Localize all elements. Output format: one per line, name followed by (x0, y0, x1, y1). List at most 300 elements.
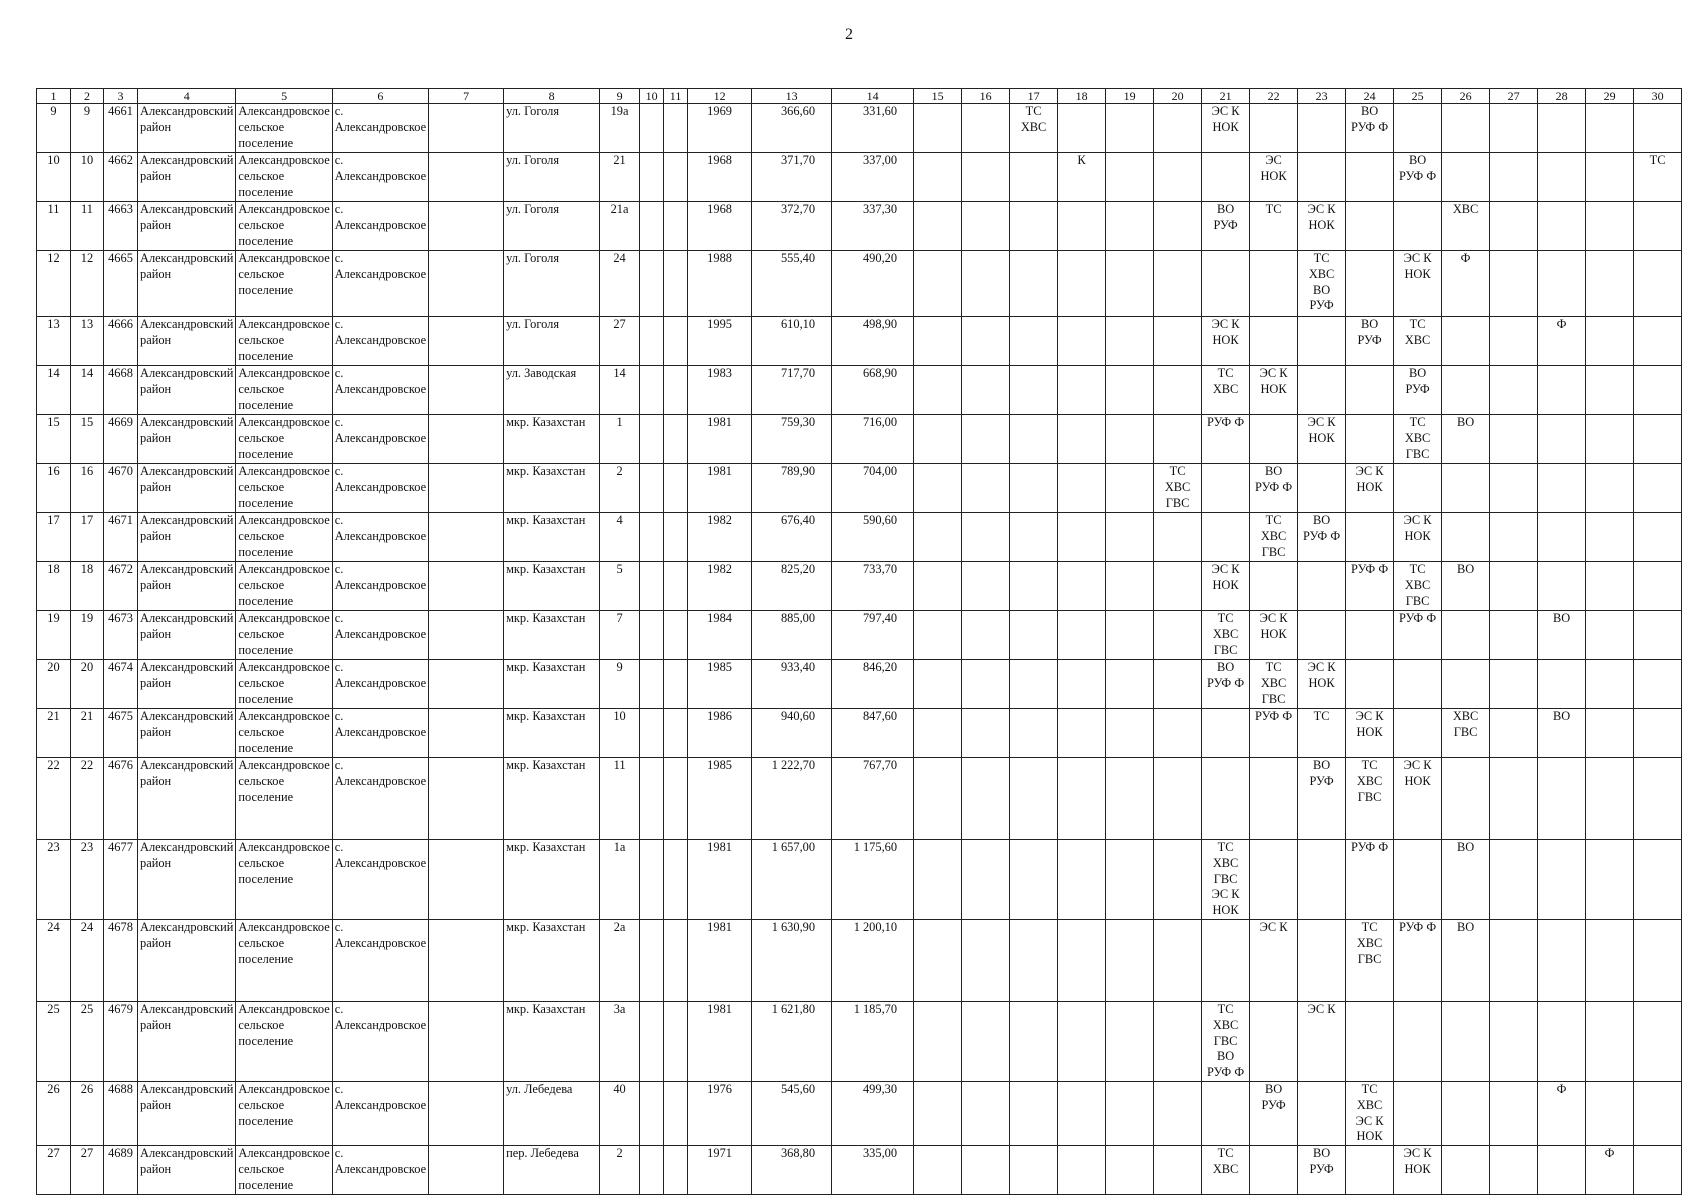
column-number-cell: 5 (236, 89, 332, 104)
street-cell: мкр. Казахстан (504, 840, 600, 920)
empty-cell (664, 919, 688, 1001)
repair-code-cell: ТС (1250, 202, 1298, 251)
house-number-cell: 19а (600, 104, 640, 153)
empty-cell (1394, 840, 1442, 920)
empty-cell (1490, 562, 1538, 611)
row-number-cell: 15 (37, 415, 71, 464)
empty-cell (1058, 611, 1106, 660)
empty-cell (1586, 1001, 1634, 1081)
empty-cell (1490, 464, 1538, 513)
empty-cell (1250, 104, 1298, 153)
row-index-cell: 14 (71, 366, 104, 415)
empty-cell (1010, 840, 1058, 920)
empty-cell (1058, 202, 1106, 251)
table-row (37, 611, 1682, 660)
district-cell: Александровский район (138, 1146, 236, 1194)
house-number-cell: 2а (600, 919, 640, 1001)
empty-cell (1154, 513, 1202, 562)
empty-cell (1586, 709, 1634, 758)
empty-cell (1250, 1001, 1298, 1081)
repair-code-cell: Ф (1586, 1146, 1634, 1194)
empty-cell (962, 1001, 1010, 1081)
empty-cell (1106, 1146, 1154, 1194)
repair-code-cell: ТС ХВС ГВС (1250, 513, 1298, 562)
empty-cell (1010, 1001, 1058, 1081)
empty-cell (1394, 1001, 1442, 1081)
empty-cell (1490, 1146, 1538, 1194)
empty-cell (962, 251, 1010, 317)
empty-cell (1010, 464, 1058, 513)
row-index-cell: 19 (71, 611, 104, 660)
empty-cell (1010, 513, 1058, 562)
year-cell: 1981 (688, 919, 752, 1001)
row-number-cell: 18 (37, 562, 71, 611)
district-cell: Александровский район (138, 366, 236, 415)
repair-code-cell: ТС ХВС (1394, 317, 1442, 366)
empty-cell (962, 104, 1010, 153)
repair-code-cell: РУФ Ф (1394, 611, 1442, 660)
row-number-cell: 9 (37, 104, 71, 153)
empty-cell (664, 562, 688, 611)
empty-cell (1154, 611, 1202, 660)
empty-cell (1538, 415, 1586, 464)
empty-cell (1298, 104, 1346, 153)
repair-code-cell: ВО РУФ Ф (1250, 464, 1298, 513)
empty-cell (1202, 1081, 1250, 1145)
empty-cell (1106, 464, 1154, 513)
empty-cell (1106, 317, 1154, 366)
empty-cell (664, 366, 688, 415)
empty-cell (1538, 758, 1586, 840)
empty-cell (1538, 251, 1586, 317)
district-cell: Александровский район (138, 1001, 236, 1081)
repair-code-cell: Ф (1538, 317, 1586, 366)
empty-cell (1154, 415, 1202, 464)
empty-cell (429, 1001, 504, 1081)
empty-cell (962, 513, 1010, 562)
house-number-cell: 1а (600, 840, 640, 920)
district-cell: Александровский район (138, 562, 236, 611)
empty-cell (1442, 366, 1490, 415)
empty-cell (962, 758, 1010, 840)
street-cell: ул. Гоголя (504, 104, 600, 153)
repair-code-cell: Ф (1442, 251, 1490, 317)
empty-cell (429, 104, 504, 153)
empty-cell (1298, 562, 1346, 611)
empty-cell (1346, 415, 1394, 464)
empty-cell (1154, 562, 1202, 611)
locality-cell: с. Александровское (332, 317, 428, 366)
column-number-row (37, 89, 1682, 104)
empty-cell (1538, 153, 1586, 202)
building-id-cell: 4666 (104, 317, 138, 366)
empty-cell (1346, 660, 1394, 709)
empty-cell (1010, 758, 1058, 840)
empty-cell (962, 415, 1010, 464)
column-number-cell: 22 (1250, 89, 1298, 104)
house-number-cell: 11 (600, 758, 640, 840)
building-id-cell: 4674 (104, 660, 138, 709)
repair-code-cell: ЭС К НОК (1298, 415, 1346, 464)
total-area-cell: 372,70 (752, 202, 832, 251)
table-row (37, 1001, 1682, 1081)
empty-cell (1442, 660, 1490, 709)
empty-cell (1442, 1146, 1490, 1194)
row-number-cell: 17 (37, 513, 71, 562)
empty-cell (1058, 660, 1106, 709)
empty-cell (1538, 1146, 1586, 1194)
total-area-cell: 610,10 (752, 317, 832, 366)
table-row (37, 709, 1682, 758)
settlement-cell: Александровское сельское поселение (236, 366, 332, 415)
house-number-cell: 21а (600, 202, 640, 251)
repair-code-cell: РУФ Ф (1250, 709, 1298, 758)
repair-code-cell: ТС ХВС ГВС (1346, 758, 1394, 840)
repair-code-cell: ТС ХВС (1010, 104, 1058, 153)
repair-code-cell: РУФ Ф (1346, 562, 1394, 611)
locality-cell: с. Александровское (332, 611, 428, 660)
empty-cell (1250, 758, 1298, 840)
repair-code-cell: ЭС К НОК (1346, 709, 1394, 758)
empty-cell (1586, 104, 1634, 153)
building-id-cell: 4662 (104, 153, 138, 202)
empty-cell (1394, 709, 1442, 758)
empty-cell (664, 513, 688, 562)
empty-cell (1634, 709, 1682, 758)
column-number-cell: 20 (1154, 89, 1202, 104)
empty-cell (914, 1146, 962, 1194)
repair-code-cell: ХВС (1442, 202, 1490, 251)
row-index-cell: 21 (71, 709, 104, 758)
empty-cell (640, 758, 664, 840)
empty-cell (1154, 758, 1202, 840)
empty-cell (1586, 758, 1634, 840)
settlement-cell: Александровское сельское поселение (236, 1081, 332, 1145)
year-cell: 1982 (688, 562, 752, 611)
table-row (37, 202, 1682, 251)
empty-cell (1586, 153, 1634, 202)
house-number-cell: 2 (600, 464, 640, 513)
empty-cell (429, 562, 504, 611)
year-cell: 1982 (688, 513, 752, 562)
year-cell: 1971 (688, 1146, 752, 1194)
empty-cell (429, 919, 504, 1001)
column-number-cell: 10 (640, 89, 664, 104)
district-cell: Александровский район (138, 611, 236, 660)
house-number-cell: 5 (600, 562, 640, 611)
empty-cell (962, 202, 1010, 251)
empty-cell (429, 202, 504, 251)
repair-code-cell: ТС ХВС ГВС (1394, 415, 1442, 464)
settlement-cell: Александровское сельское поселение (236, 562, 332, 611)
empty-cell (640, 1146, 664, 1194)
empty-cell (664, 153, 688, 202)
settlement-cell: Александровское сельское поселение (236, 1146, 332, 1194)
street-cell: ул. Гоголя (504, 317, 600, 366)
column-number-cell: 8 (504, 89, 600, 104)
empty-cell (914, 104, 962, 153)
house-number-cell: 40 (600, 1081, 640, 1145)
building-id-cell: 4678 (104, 919, 138, 1001)
row-index-cell: 25 (71, 1001, 104, 1081)
repair-code-cell: РУФ Ф (1394, 919, 1442, 1001)
empty-cell (1202, 709, 1250, 758)
house-number-cell: 27 (600, 317, 640, 366)
empty-cell (1538, 202, 1586, 251)
row-index-cell: 9 (71, 104, 104, 153)
empty-cell (664, 840, 688, 920)
repair-code-cell: ЭС К НОК (1346, 464, 1394, 513)
empty-cell (1634, 104, 1682, 153)
empty-cell (1490, 611, 1538, 660)
empty-cell (914, 758, 962, 840)
repair-code-cell: ВО РУФ (1250, 1081, 1298, 1145)
empty-cell (1442, 1081, 1490, 1145)
house-number-cell: 1 (600, 415, 640, 464)
empty-cell (640, 202, 664, 251)
empty-cell (1154, 104, 1202, 153)
empty-cell (1154, 709, 1202, 758)
empty-cell (1586, 919, 1634, 1001)
column-number-cell: 9 (600, 89, 640, 104)
year-cell: 1983 (688, 366, 752, 415)
repair-code-cell: ТС ХВС (1202, 366, 1250, 415)
empty-cell (1010, 317, 1058, 366)
empty-cell (1106, 202, 1154, 251)
empty-cell (1010, 611, 1058, 660)
empty-cell (1058, 1146, 1106, 1194)
empty-cell (1394, 1081, 1442, 1145)
district-cell: Александровский район (138, 513, 236, 562)
row-number-cell: 11 (37, 202, 71, 251)
empty-cell (429, 464, 504, 513)
empty-cell (1634, 513, 1682, 562)
repair-code-cell: ТС ХВС ВО РУФ (1298, 251, 1346, 317)
table-row (37, 919, 1682, 1001)
empty-cell (962, 919, 1010, 1001)
empty-cell (914, 709, 962, 758)
empty-cell (1586, 513, 1634, 562)
total-area-cell: 676,40 (752, 513, 832, 562)
empty-cell (962, 1146, 1010, 1194)
empty-cell (1586, 660, 1634, 709)
empty-cell (1250, 317, 1298, 366)
empty-cell (1058, 317, 1106, 366)
locality-cell: с. Александровское (332, 919, 428, 1001)
column-number-cell: 11 (664, 89, 688, 104)
page-number: 2 (845, 26, 853, 43)
locality-cell: с. Александровское (332, 840, 428, 920)
district-cell: Александровский район (138, 1081, 236, 1145)
column-number-cell: 14 (832, 89, 914, 104)
empty-cell (1250, 251, 1298, 317)
empty-cell (1058, 919, 1106, 1001)
empty-cell (1154, 660, 1202, 709)
repair-code-cell: ТС ХВС ГВС (1154, 464, 1202, 513)
house-number-cell: 24 (600, 251, 640, 317)
empty-cell (1490, 1081, 1538, 1145)
district-cell: Александровский район (138, 660, 236, 709)
empty-cell (1058, 1001, 1106, 1081)
empty-cell (1346, 366, 1394, 415)
table-row (37, 104, 1682, 153)
repair-code-cell: Ф (1538, 1081, 1586, 1145)
empty-cell (1106, 153, 1154, 202)
street-cell: мкр. Казахстан (504, 415, 600, 464)
repair-code-cell: ЭС К НОК (1394, 1146, 1442, 1194)
empty-cell (1490, 840, 1538, 920)
empty-cell (640, 709, 664, 758)
street-cell: мкр. Казахстан (504, 611, 600, 660)
locality-cell: с. Александровское (332, 464, 428, 513)
street-cell: мкр. Казахстан (504, 660, 600, 709)
empty-cell (1010, 1146, 1058, 1194)
empty-cell (429, 1081, 504, 1145)
settlement-cell: Александровское сельское поселение (236, 660, 332, 709)
empty-cell (1106, 1081, 1154, 1145)
settlement-cell: Александровское сельское поселение (236, 758, 332, 840)
empty-cell (1106, 415, 1154, 464)
total-area-cell: 1 222,70 (752, 758, 832, 840)
empty-cell (1106, 251, 1154, 317)
locality-cell: с. Александровское (332, 758, 428, 840)
empty-cell (664, 415, 688, 464)
empty-cell (1106, 919, 1154, 1001)
living-area-cell: 490,20 (832, 251, 914, 317)
empty-cell (914, 1001, 962, 1081)
row-index-cell: 12 (71, 251, 104, 317)
empty-cell (1538, 104, 1586, 153)
column-number-cell: 23 (1298, 89, 1346, 104)
empty-cell (664, 202, 688, 251)
table-row (37, 317, 1682, 366)
repair-code-cell: ТС (1298, 709, 1346, 758)
empty-cell (664, 660, 688, 709)
empty-cell (1058, 251, 1106, 317)
street-cell: ул. Гоголя (504, 153, 600, 202)
empty-cell (914, 153, 962, 202)
repair-code-cell: ТС ХВС ГВС (1202, 611, 1250, 660)
empty-cell (1298, 840, 1346, 920)
row-index-cell: 27 (71, 1146, 104, 1194)
table-row (37, 464, 1682, 513)
total-area-cell: 371,70 (752, 153, 832, 202)
locality-cell: с. Александровское (332, 366, 428, 415)
empty-cell (914, 317, 962, 366)
house-number-cell: 4 (600, 513, 640, 562)
empty-cell (1058, 464, 1106, 513)
empty-cell (1058, 366, 1106, 415)
empty-cell (640, 153, 664, 202)
total-area-cell: 368,80 (752, 1146, 832, 1194)
empty-cell (1538, 660, 1586, 709)
empty-cell (1010, 660, 1058, 709)
empty-cell (1010, 202, 1058, 251)
row-index-cell: 18 (71, 562, 104, 611)
empty-cell (640, 366, 664, 415)
empty-cell (429, 611, 504, 660)
empty-cell (1394, 202, 1442, 251)
empty-cell (1298, 317, 1346, 366)
empty-cell (1490, 202, 1538, 251)
column-number-cell: 15 (914, 89, 962, 104)
settlement-cell: Александровское сельское поселение (236, 104, 332, 153)
empty-cell (1634, 840, 1682, 920)
house-number-cell: 7 (600, 611, 640, 660)
district-cell: Александровский район (138, 464, 236, 513)
empty-cell (1442, 513, 1490, 562)
empty-cell (1202, 251, 1250, 317)
row-number-cell: 10 (37, 153, 71, 202)
empty-cell (1010, 709, 1058, 758)
locality-cell: с. Александровское (332, 202, 428, 251)
empty-cell (640, 415, 664, 464)
year-cell: 1981 (688, 464, 752, 513)
building-id-cell: 4669 (104, 415, 138, 464)
empty-cell (1250, 1146, 1298, 1194)
empty-cell (429, 660, 504, 709)
row-index-cell: 16 (71, 464, 104, 513)
locality-cell: с. Александровское (332, 1146, 428, 1194)
empty-cell (1058, 562, 1106, 611)
empty-cell (664, 464, 688, 513)
column-number-cell: 19 (1106, 89, 1154, 104)
repair-code-cell: ВО РУФ (1394, 366, 1442, 415)
empty-cell (962, 840, 1010, 920)
street-cell: мкр. Казахстан (504, 1001, 600, 1081)
empty-cell (1298, 1081, 1346, 1145)
empty-cell (429, 513, 504, 562)
street-cell: ул. Заводская (504, 366, 600, 415)
building-id-cell: 4672 (104, 562, 138, 611)
empty-cell (1010, 919, 1058, 1001)
empty-cell (640, 104, 664, 153)
empty-cell (1490, 919, 1538, 1001)
empty-cell (1202, 758, 1250, 840)
total-area-cell: 825,20 (752, 562, 832, 611)
building-id-cell: 4677 (104, 840, 138, 920)
repair-code-cell: ВО РУФ (1298, 758, 1346, 840)
table-row (37, 153, 1682, 202)
empty-cell (429, 153, 504, 202)
table-row (37, 415, 1682, 464)
settlement-cell: Александровское сельское поселение (236, 919, 332, 1001)
empty-cell (1490, 660, 1538, 709)
column-number-cell: 7 (429, 89, 504, 104)
empty-cell (664, 104, 688, 153)
repair-code-cell: ЭС К НОК (1250, 366, 1298, 415)
house-number-cell: 10 (600, 709, 640, 758)
empty-cell (1442, 611, 1490, 660)
building-id-cell: 4675 (104, 709, 138, 758)
empty-cell (640, 611, 664, 660)
empty-cell (1538, 919, 1586, 1001)
total-area-cell: 933,40 (752, 660, 832, 709)
empty-cell (1442, 104, 1490, 153)
row-number-cell: 25 (37, 1001, 71, 1081)
row-number-cell: 27 (37, 1146, 71, 1194)
living-area-cell: 704,00 (832, 464, 914, 513)
total-area-cell: 717,70 (752, 366, 832, 415)
empty-cell (914, 1081, 962, 1145)
locality-cell: с. Александровское (332, 415, 428, 464)
year-cell: 1988 (688, 251, 752, 317)
empty-cell (1202, 153, 1250, 202)
empty-cell (1106, 611, 1154, 660)
repair-code-cell: РУФ Ф (1202, 415, 1250, 464)
living-area-cell: 847,60 (832, 709, 914, 758)
living-area-cell: 716,00 (832, 415, 914, 464)
